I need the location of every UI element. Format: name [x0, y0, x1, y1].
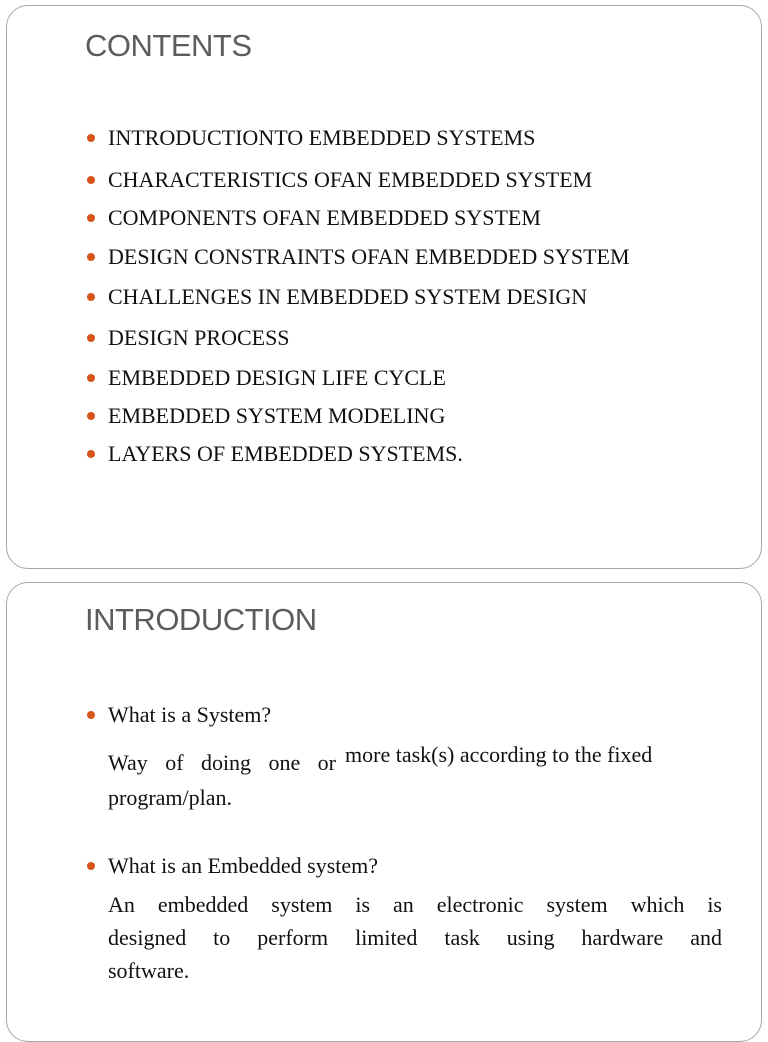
answer-line-2: program/plan. [108, 785, 233, 810]
bullet-icon [87, 862, 95, 870]
bullet-icon [87, 374, 95, 382]
slide-contents: CONTENTS INTRODUCTIONTO EMBEDDED SYSTEMS CHARACTERISTICS OFAN EMBEDDED SYSTEM COMPONENTS OFAN EMBEDDED SYSTEM DESIGN CONSTRAINTS OFAN EMBEDDED SYSTEM CHALLENGES IN EMBEDDED SYSTEM DESIGN DESIGN PROCESS EMBEDDED DESIGN LIFE CYCLE EMBEDDED SYSTEM MODELING LAYERS OF EMBEDDED SYSTEMS. [6, 5, 762, 569]
slide-introduction: INTRODUCTION What is a System? Way of doing one or more task(s) according to the fixed program/plan. What is an Embedded system? An embedded system is an electronic system which is designed to perform limited task using hardware and software. [6, 582, 762, 1042]
bullet-icon [87, 711, 95, 719]
answer-line: An embedded system is an electronic system which is [108, 892, 722, 917]
bullet-icon [87, 412, 95, 420]
answer-line: designed to perform limited task using hardware and [108, 925, 722, 950]
bullet-icon [87, 334, 95, 342]
bullet-icon [87, 450, 95, 458]
bullet-icon [87, 176, 95, 184]
bullet-icon [87, 293, 95, 301]
bullet-icon [87, 253, 95, 261]
slide-title: INTRODUCTION [85, 602, 317, 637]
answer-line-1-left: Way of doing one or [108, 750, 336, 775]
answer-line: software. [108, 958, 190, 983]
answer-embedded-system [108, 888, 722, 987]
answer-system [108, 742, 722, 814]
bullet-icon [87, 214, 95, 222]
slide-title: CONTENTS [85, 28, 252, 63]
answer-line-1-right: more task(s) according to the fixed [345, 742, 653, 767]
bullet-icon [87, 134, 95, 142]
